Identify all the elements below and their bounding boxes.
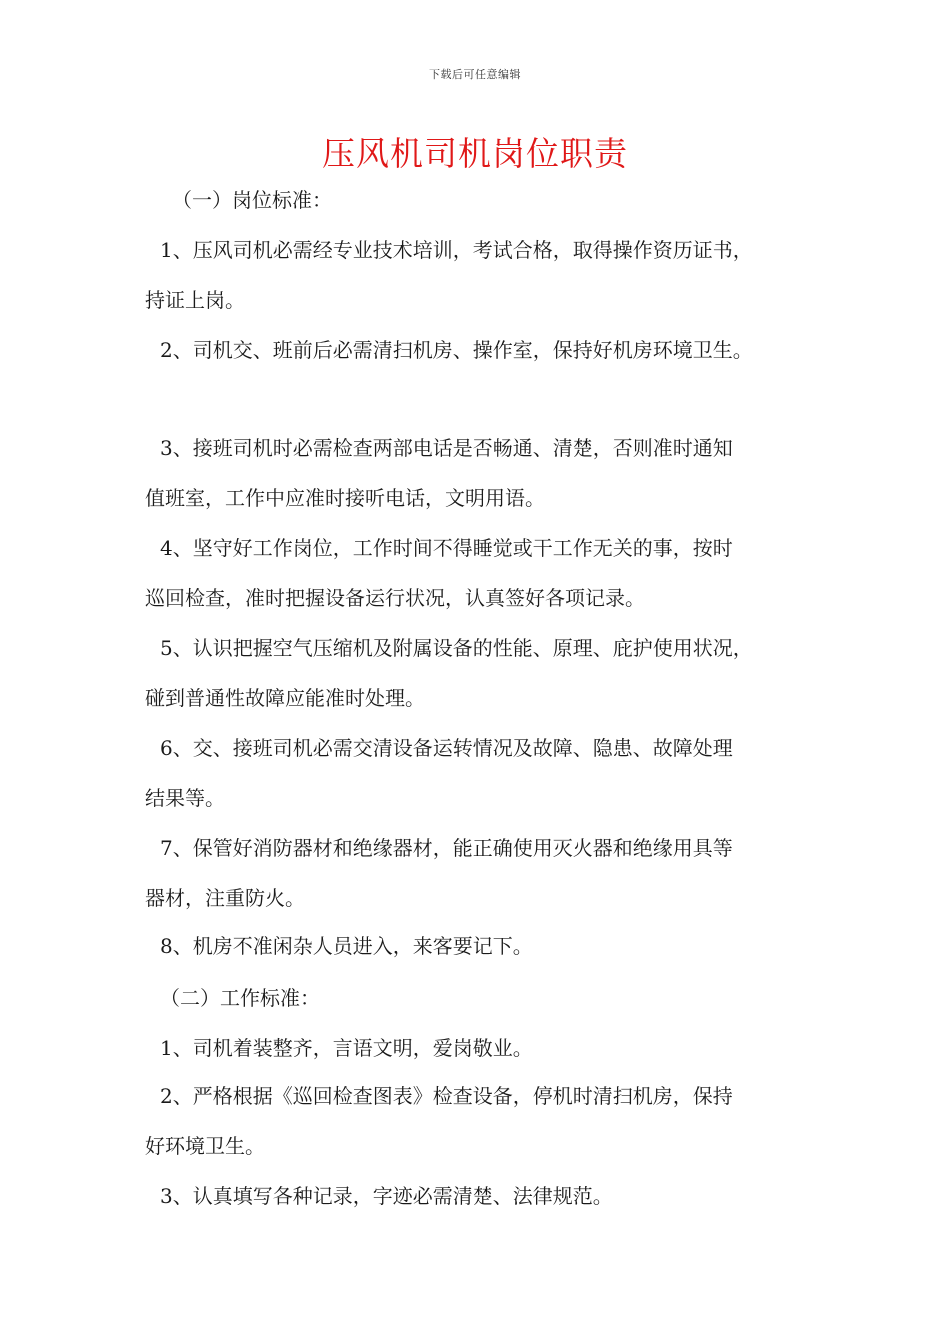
paragraph-line: 2、严格根据《巡回检查图表》检查设备，停机时清扫机房，保持 xyxy=(160,1084,733,1108)
document-title: 压风机司机岗位职责 xyxy=(322,134,628,173)
paragraph-line: 器材，注重防火。 xyxy=(145,886,305,910)
paragraph-line: 结果等。 xyxy=(145,786,225,810)
section-heading-1: （一）岗位标准： xyxy=(172,188,332,212)
paragraph-line: 3、接班司机时必需检查两部电话是否畅通、清楚，否则准时通知 xyxy=(160,436,733,460)
paragraph-line: 1、司机着装整齐，言语文明，爱岗敬业。 xyxy=(160,1036,533,1060)
header-note: 下载后可任意编辑 xyxy=(429,68,521,81)
paragraph-line: 1、压风司机必需经专业技术培训，考试合格，取得操作资历证书， xyxy=(160,238,753,262)
paragraph-line: 8、机房不准闲杂人员进入，来客要记下。 xyxy=(160,934,533,958)
paragraph-line: 6、交、接班司机必需交清设备运转情况及故障、隐患、故障处理 xyxy=(160,736,733,760)
paragraph-line: 2、司机交、班前后必需清扫机房、操作室，保持好机房环境卫生。 xyxy=(160,338,753,362)
paragraph-line: 3、认真填写各种记录，字迹必需清楚、法律规范。 xyxy=(160,1184,613,1208)
paragraph-line: 碰到普通性故障应能准时处理。 xyxy=(145,686,425,710)
paragraph-line: 持证上岗。 xyxy=(145,288,245,312)
section-heading-2: （二）工作标准： xyxy=(160,986,320,1010)
paragraph-line: 5、认识把握空气压缩机及附属设备的性能、原理、庇护使用状况， xyxy=(160,636,753,660)
paragraph-line: 好环境卫生。 xyxy=(145,1134,265,1158)
paragraph-line: 巡回检查，准时把握设备运行状况，认真签好各项记录。 xyxy=(145,586,645,610)
paragraph-line: 值班室，工作中应准时接听电话，文明用语。 xyxy=(145,486,545,510)
paragraph-line: 7、保管好消防器材和绝缘器材，能正确使用灭火器和绝缘用具等 xyxy=(160,836,733,860)
paragraph-line: 4、坚守好工作岗位，工作时间不得睡觉或干工作无关的事，按时 xyxy=(160,536,733,560)
